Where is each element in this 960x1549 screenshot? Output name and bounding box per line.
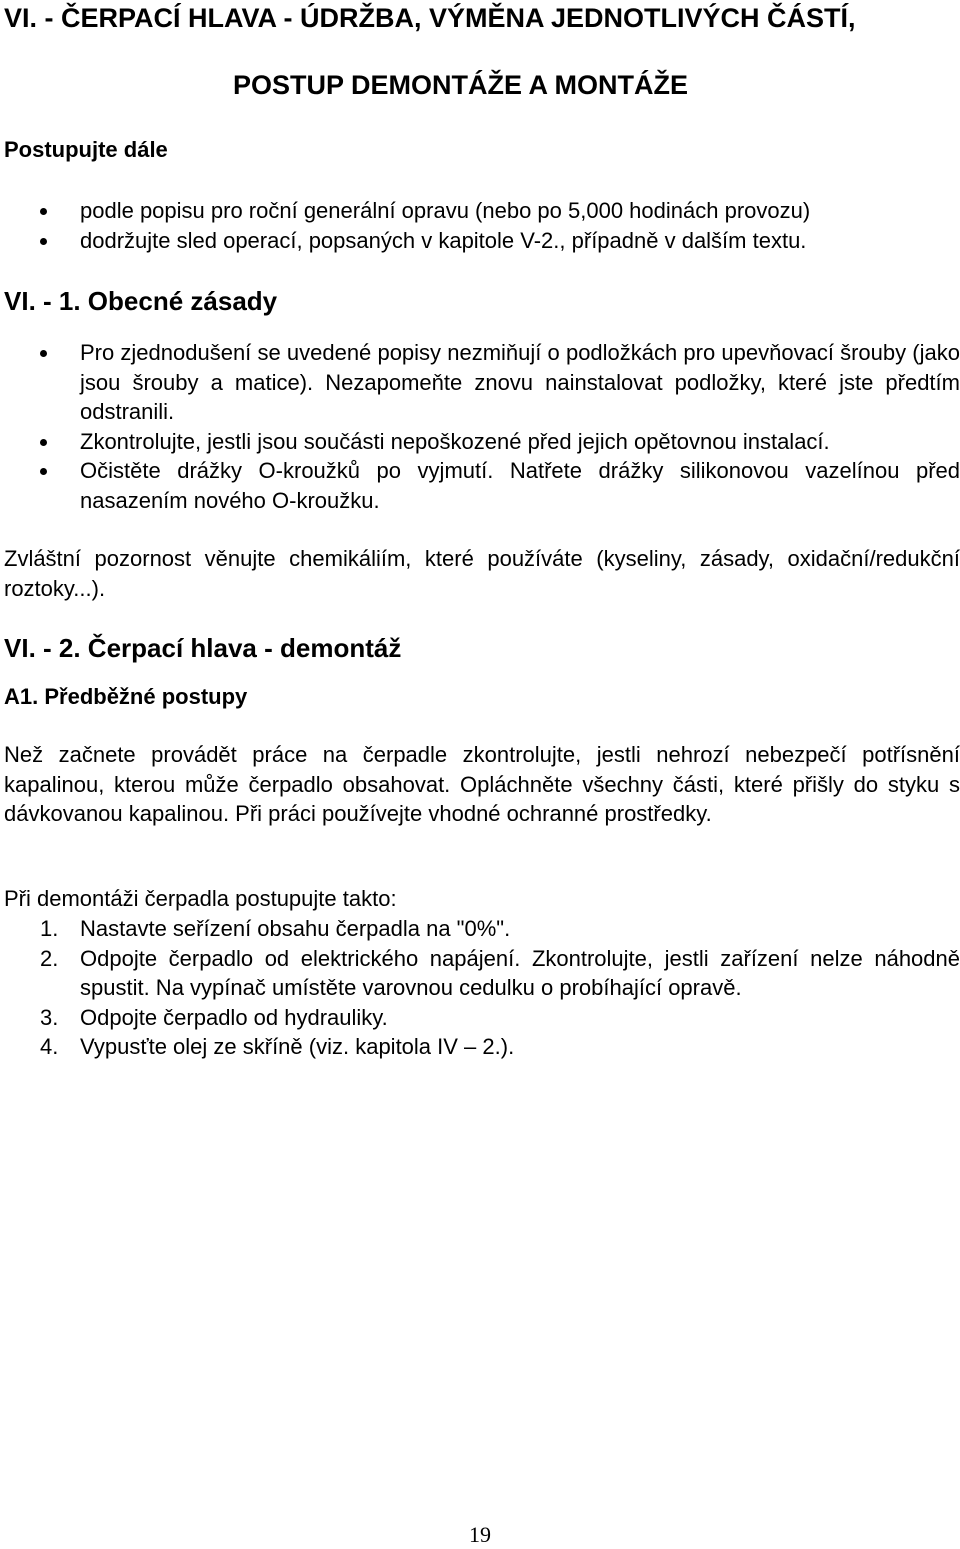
subheading-preliminary-steps: A1. Předběžné postupy bbox=[4, 684, 248, 709]
list-item bbox=[0, 914, 960, 944]
list-item-text: Pro zjednodušení se uvedené popisy nezmiňují o podložkách pro upevňovací šrouby (jako jsou šrouby a matice). Nezapomeňte znovu nainstalovat podložky, které jste předtím odstranili. bbox=[80, 340, 960, 424]
step-text: Vypusťte olej ze skříně (viz. kapitola IV – 2.). bbox=[80, 1034, 515, 1059]
section-heading-general-principles: VI. - 1. Obecné zásady bbox=[4, 286, 278, 316]
chemicals-note: Zvláštní pozornost věnujte chemikáliím, které používáte (kyseliny, zásady, oxidační/redukční roztoky...). bbox=[4, 546, 960, 601]
step-text: Odpojte čerpadlo od hydrauliky. bbox=[80, 1004, 388, 1030]
page-title-line-1: VI. - ČERPACÍ HLAVA - ÚDRŽBA, VÝMĚNA JEDNOTLIVÝCH ČÁSTÍ, bbox=[4, 3, 856, 33]
bullet-icon bbox=[40, 208, 47, 215]
step-text: Nastavte seřízení obsahu čerpadla na "0%". bbox=[80, 916, 511, 941]
bullet-icon bbox=[40, 350, 47, 357]
list-item bbox=[0, 427, 960, 457]
general-principles-list bbox=[0, 338, 960, 515]
list-item-text: podle popisu pro roční generální opravu (nebo po 5,000 hodinách provozu) bbox=[80, 198, 811, 223]
intro-bullet-list bbox=[0, 196, 960, 255]
list-item bbox=[0, 1032, 960, 1062]
bullet-icon bbox=[40, 238, 47, 245]
step-text: Odpojte čerpadlo od elektrického napájení. Zkontrolujte, jestli zařízení nelze náhodně spustit. Na vypínač umístěte varovnou cedulku o probíhající opravě. bbox=[80, 945, 960, 1000]
bullet-icon bbox=[40, 468, 47, 475]
intro-label: Postupujte dále bbox=[4, 137, 168, 162]
safety-paragraph: Než začnete provádět práce na čerpadle zkontrolujte, jestli nehrozí nebezpečí potřísnění kapalinou, kterou může čerpadlo obsahovat. Opláchněte všechny části, které přišly do styku s dávkovanou kapalinou. Při práci používejte vhodné ochranné prostředky. bbox=[4, 742, 960, 826]
list-item-text: dodržujte sled operací, popsaných v kapitole V-2., případně v dalším textu. bbox=[80, 227, 807, 253]
section-heading-disassembly: VI. - 2. Čerpací hlava - demontáž bbox=[4, 633, 402, 663]
list-item bbox=[0, 1003, 960, 1033]
list-item bbox=[0, 196, 960, 226]
list-item bbox=[0, 226, 960, 256]
list-item bbox=[0, 456, 960, 515]
step-number: 4. bbox=[40, 1034, 59, 1059]
step-number: 1. bbox=[40, 916, 59, 941]
page-title-line-2: POSTUP DEMONTÁŽE A MONTÁŽE bbox=[233, 70, 689, 100]
list-item bbox=[0, 944, 960, 1003]
step-number: 3. bbox=[40, 1004, 59, 1030]
page-number: 19 bbox=[469, 1522, 491, 1547]
list-item-text: Zkontrolujte, jestli jsou součásti nepoškozené před jejich opětovnou instalací. bbox=[80, 428, 830, 454]
step-number: 2. bbox=[40, 945, 59, 971]
disassembly-steps-list bbox=[0, 914, 960, 1062]
list-item bbox=[0, 338, 960, 427]
list-item-text: Očistěte drážky O-kroužků po vyjmutí. Natřete drážky silikonovou vazelínou před nasazením nového O-kroužku. bbox=[80, 458, 960, 513]
steps-intro: Při demontáži čerpadla postupujte takto: bbox=[4, 886, 397, 911]
bullet-icon bbox=[40, 439, 47, 446]
